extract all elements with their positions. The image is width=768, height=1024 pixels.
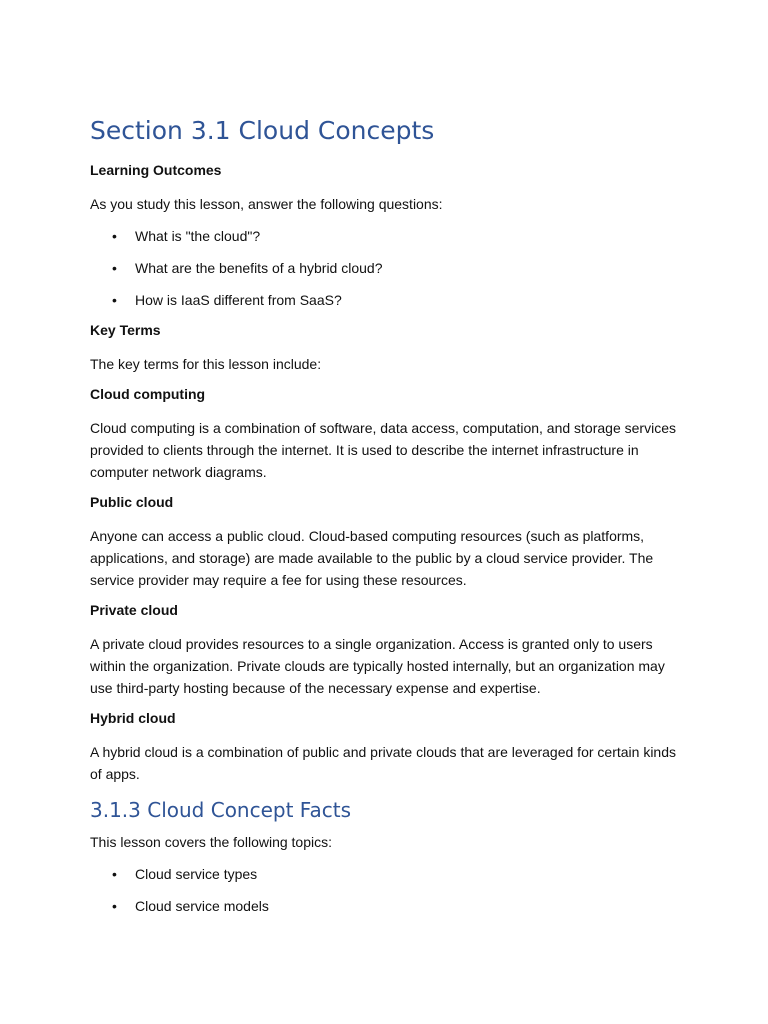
question-text: What is "the cloud"? [135, 228, 261, 244]
facts-heading: 3.1.3 Cloud Concept Facts [90, 798, 351, 822]
facts-intro: This lesson covers the following topics: [90, 834, 332, 850]
question-text: How is IaaS different from SaaS? [135, 292, 342, 308]
bullet-icon: • [112, 898, 117, 914]
bullet-icon: • [112, 260, 117, 276]
term-hybrid-cloud-heading: Hybrid cloud [90, 710, 176, 726]
list-item [90, 257, 680, 279]
key-terms-heading: Key Terms [90, 322, 161, 338]
term-private-cloud-heading: Private cloud [90, 602, 178, 618]
term-public-cloud-heading: Public cloud [90, 494, 174, 510]
bullet-icon: • [112, 292, 117, 308]
bullet-icon: • [112, 228, 117, 244]
list-item [90, 225, 680, 247]
facts-topics-list [90, 863, 680, 917]
bullet-icon: • [112, 866, 117, 882]
topic-text: Cloud service models [135, 898, 269, 914]
term-hybrid-cloud-definition: A hybrid cloud is a combination of public and private clouds that are leveraged for certain kinds of apps. [90, 744, 677, 782]
term-cloud-computing-heading: Cloud computing [90, 386, 206, 402]
term-cloud-computing-definition: Cloud computing is a combination of software, data access, computation, and storage services provided to clients through the internet. It is used to describe the internet infrastructure in computer network diagrams. [90, 420, 676, 480]
learning-questions-list [90, 225, 680, 311]
learning-outcomes-intro: As you study this lesson, answer the following questions: [90, 196, 443, 212]
term-private-cloud-definition: A private cloud provides resources to a single organization. Access is granted only to users within the organization. Private clouds are typically hosted internally, but an organization may use third-party hosting because of the necessary expense and expertise. [90, 636, 665, 696]
topic-text: Cloud service types [135, 866, 258, 882]
question-text: What are the benefits of a hybrid cloud? [135, 260, 383, 276]
list-item [90, 863, 680, 885]
list-item [90, 895, 680, 917]
document-page [90, 112, 680, 927]
key-terms-intro: The key terms for this lesson include: [90, 356, 322, 372]
list-item [90, 289, 680, 311]
learning-outcomes-heading: Learning Outcomes [90, 162, 222, 178]
section-title: Section 3.1 Cloud Concepts [90, 116, 435, 145]
term-public-cloud-definition: Anyone can access a public cloud. Cloud-based computing resources (such as platforms, applications, and storage) are made available to the public by a cloud service provider. The service provider may require a fee for using these resources. [90, 528, 654, 588]
